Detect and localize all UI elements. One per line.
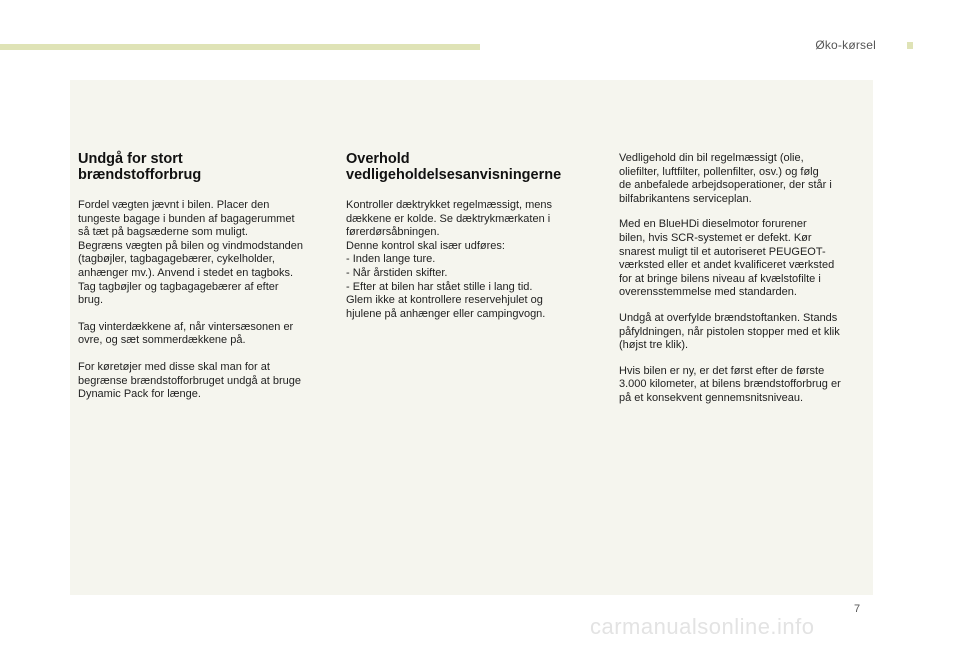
section-title: Øko-kørsel <box>815 38 876 52</box>
paragraph-dynamic-pack: For køretøjer med disse skal man for at begrænse brændstofforbruget undgå at bruge Dynamic Pack for længe. <box>78 360 302 401</box>
paragraph-service-plan: Vedligehold din bil regelmæssigt (olie, oliefilter, luftfilter, pollenfilter, osv.) og følg de anbefalede arbejdsoperationer, der står i bilfabrikantens serviceplan. <box>619 152 832 205</box>
header-accent-square <box>907 42 913 49</box>
column-fuel-consumption <box>78 152 328 415</box>
paragraph-fuel-tank: Undgå at overfylde brændstoftanken. Stands påfyldningen, når pistolen stopper med et klik (højst tre klik). <box>619 311 840 352</box>
header-accent-bar <box>0 44 480 50</box>
column-maintenance <box>346 152 591 334</box>
page-number: 7 <box>854 603 861 615</box>
heading-maintenance: Overhold vedligeholdelsesanvisningerne <box>346 151 562 183</box>
paragraph-tyre-pressure: Kontroller dæktrykket regelmæssigt, mens dækkene er kolde. Se dæktrykmærkaten i førerdørsåbningen. Denne kontrol skal især udføres: - Inden lange ture. - Når årstiden skifter. - Efter at bilen har stået stille i lang tid. Glem ikke at kontrollere reservehjulet og hjulene på anhænger eller campingvogn. <box>346 199 553 320</box>
column-service <box>619 152 864 418</box>
watermark-text: carmanualsonline.info <box>590 614 815 639</box>
paragraph-new-vehicle: Hvis bilen er ny, er det først efter de første 3.000 kilometer, at bilens brændstofforbrug er på et konsekvent gennemsnitsniveau. <box>619 364 841 404</box>
paragraph-bluehdi: Med en BlueHDi dieselmotor forurener bilen, hvis SCR-systemet er defekt. Kør snarest muligt til et autoriseret PEUGEOT- værksted eller et andet kvalificeret værksted for at bringe bilens niveau af kvælstofilte i overensstemmelse med standarden. <box>619 218 835 299</box>
paragraph-winter-tyres: Tag vinterdækkene af, når vintersæsonen er ovre, og sæt sommerdækkene på. <box>78 320 294 347</box>
heading-fuel-consumption: Undgå for stort brændstofforbrug <box>78 151 202 183</box>
paragraph-weight-distribution: Fordel vægten jævnt i bilen. Placer den tungeste bagage i bunden af bagagerummet så tæt på bagsæderne som muligt. Begræns vægten på bilen og vindmodstanden (tagbøjler, tagbagagebærer, cykelholder, anhænger mv.). Anvend i stedet en tagboks. Tag tagbøjler og tagbagagebærer af efter brug. <box>78 199 304 307</box>
